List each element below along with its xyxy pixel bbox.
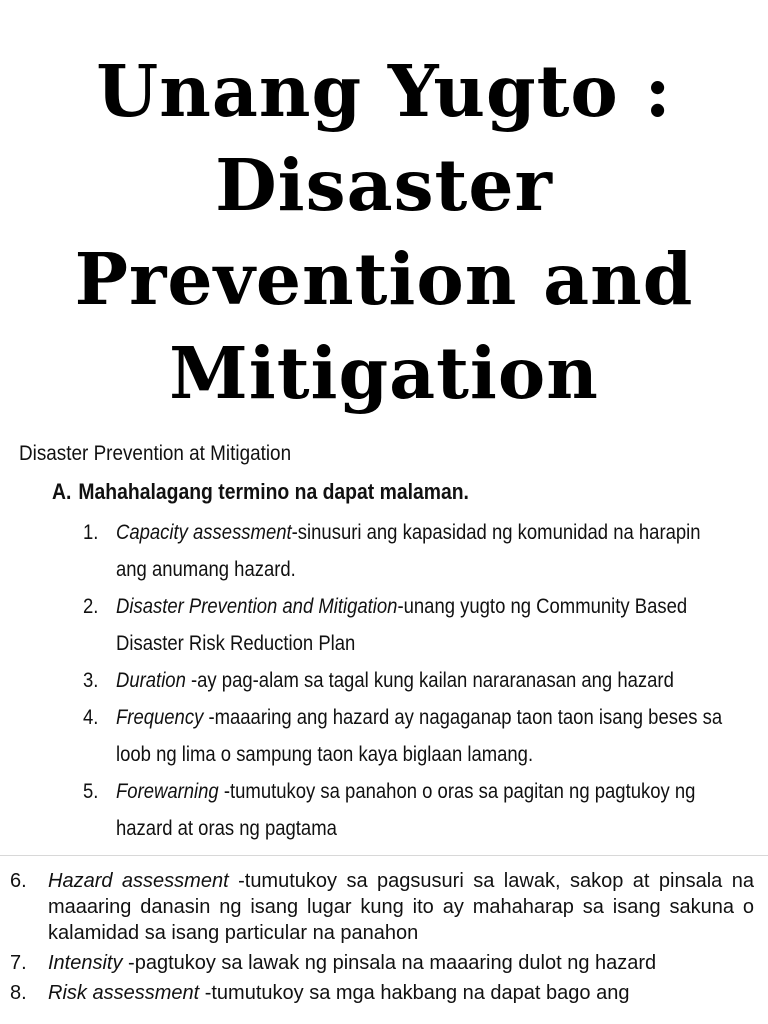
item-number: 6. <box>10 870 27 892</box>
item-number: 1. <box>83 521 99 544</box>
title-line-2: Disaster <box>215 143 553 227</box>
page-divider <box>0 855 768 856</box>
item-definition: -tumutukoy sa mga hakbang na dapat bago ang <box>199 982 630 1004</box>
definition-list-1 <box>83 514 743 847</box>
list-item <box>83 588 743 662</box>
list-item <box>0 980 768 1006</box>
item-number: 4. <box>83 706 99 729</box>
item-term: Forewarning <box>116 780 219 803</box>
item-definition: -pagtukoy sa lawak ng pinsala na maaaring dulot ng hazard <box>122 952 657 974</box>
item-definition: -ay pag-alam sa tagal kung kailan nararanasan ang hazard <box>185 669 674 692</box>
item-definition: -sinusuri ang kapasidad ng komunidad na harapin ang anumang hazard. <box>116 521 701 581</box>
item-term: Duration <box>116 669 186 692</box>
title-line-4: Mitigation <box>169 331 599 415</box>
section-heading-letter: A. <box>52 479 72 504</box>
item-term: Intensity <box>48 952 123 974</box>
list-item <box>83 514 743 588</box>
list-item <box>0 950 768 976</box>
item-number: 5. <box>83 780 99 803</box>
section-heading-text: Mahahalagang termino na dapat malaman. <box>78 479 469 504</box>
section-heading <box>52 476 469 508</box>
title-line-1: Unang Yugto : <box>96 49 672 133</box>
list-item <box>83 662 743 699</box>
item-definition: -tumutukoy sa pagsusuri sa lawak, sakop at pinsala na maaaring danasin ng isang lugar kung ito ay mahaharap sa isang sakuna o kalamidad sa isang particular na panahon <box>48 870 754 944</box>
item-term: Disaster Prevention and Mitigation <box>116 595 398 618</box>
item-number: 7. <box>10 952 27 974</box>
definition-list-2 <box>0 868 768 1006</box>
item-term: Risk assessment <box>48 982 200 1004</box>
item-definition: -maaaring ang hazard ay nagaganap taon taon isang beses sa loob ng lima o sampung taon kaya biglaan lamang. <box>116 706 723 766</box>
definitions-section-continued <box>0 868 768 1010</box>
item-term: Capacity assessment <box>116 521 292 544</box>
list-item <box>83 773 743 847</box>
item-term: Frequency <box>116 706 204 729</box>
section-subtitle: Disaster Prevention at Mitigation <box>19 442 292 465</box>
title-line-3: Prevention and <box>74 237 694 321</box>
item-number: 8. <box>10 982 27 1004</box>
item-number: 3. <box>83 669 99 692</box>
item-definition: -unang yugto ng Community Based Disaster Risk Reduction Plan <box>116 595 688 655</box>
page-title <box>0 44 768 420</box>
item-definition: -tumutukoy sa panahon o oras sa pagitan ng pagtukoy ng hazard at oras ng pagtama <box>116 780 696 840</box>
list-item <box>0 868 768 946</box>
definitions-section-a <box>0 438 768 853</box>
item-term: Hazard assessment <box>48 870 229 892</box>
list-item <box>83 699 743 773</box>
item-number: 2. <box>83 595 99 618</box>
